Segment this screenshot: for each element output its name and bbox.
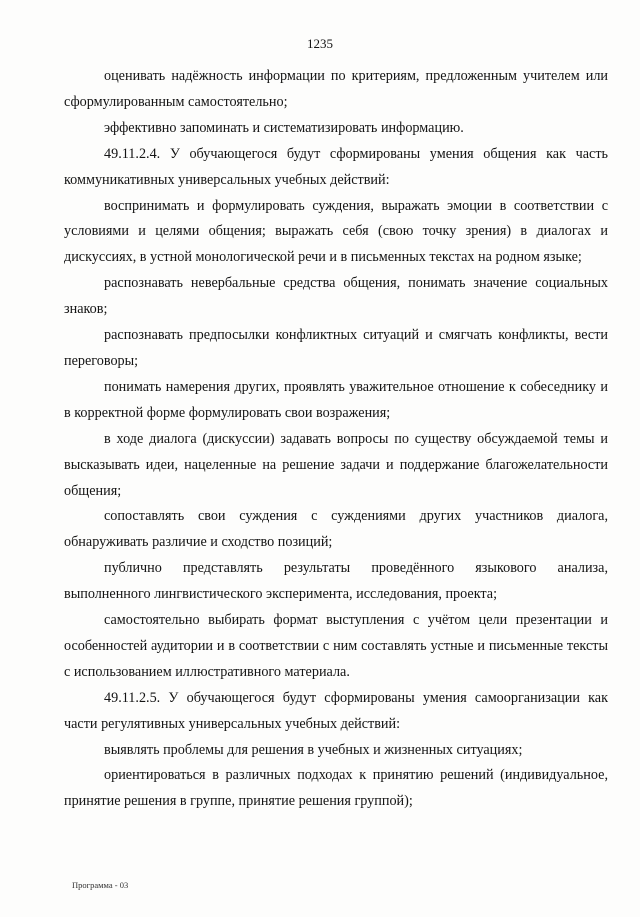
- section-heading-paragraph: 49.11.2.4. У обучающегося будут сформированы умения общения как часть коммуникативных универсальных учебных действий:: [64, 145, 608, 188]
- paragraph: эффективно запоминать и систематизировать информацию.: [104, 119, 464, 136]
- paragraph: распознавать предпосылки конфликтных ситуаций и смягчать конфликты, вести переговоры;: [64, 327, 608, 369]
- paragraph: выявлять проблемы для решения в учебных и жизненных ситуациях;: [104, 741, 523, 758]
- body-text: [64, 64, 608, 815]
- paragraph: публично представлять результаты проведённого языкового анализа, выполненного лингвистического эксперимента, исследования, проекта;: [64, 560, 608, 603]
- page-number: 1235: [307, 36, 333, 51]
- paragraph: оценивать надёжность информации по критериям, предложенным учителем или сформулированным самостоятельно;: [64, 68, 608, 110]
- paragraph: понимать намерения других, проявлять уважительное отношение к собеседнику и в корректной форме формулировать свои возражения;: [64, 378, 608, 421]
- paragraph: самостоятельно выбирать формат выступления с учётом цели презентации и особенностей аудитории и в соответствии с ним составлять устные и письменные тексты с использованием иллюстративного материала.: [64, 612, 608, 680]
- paragraph: распознавать невербальные средства общения, понимать значение социальных знаков;: [64, 275, 608, 318]
- paragraph: сопоставлять свои суждения с суждениями других участников диалога, обнаруживать различие и сходство позиций;: [64, 508, 608, 551]
- section-heading-paragraph: 49.11.2.5. У обучающегося будут сформированы умения самоорганизации как части регулятивных универсальных учебных действий:: [64, 689, 608, 732]
- paragraph: воспринимать и формулировать суждения, выражать эмоции в соответствии с условиями и целями общения; выражать себя (свою точку зрения) в диалогах и дискуссиях, в устной монологической речи и в письменных текстах на родном языке;: [64, 197, 608, 266]
- footer-label: Программа - 03: [72, 880, 129, 890]
- paragraph: ориентироваться в различных подходах к принятию решений (индивидуальное, принятие решения в группе, принятие решения группой);: [64, 767, 608, 810]
- paragraph: в ходе диалога (дискуссии) задавать вопросы по существу обсуждаемой темы и высказывать идеи, нацеленные на решение задачи и поддержание благожелательности общения;: [64, 430, 608, 499]
